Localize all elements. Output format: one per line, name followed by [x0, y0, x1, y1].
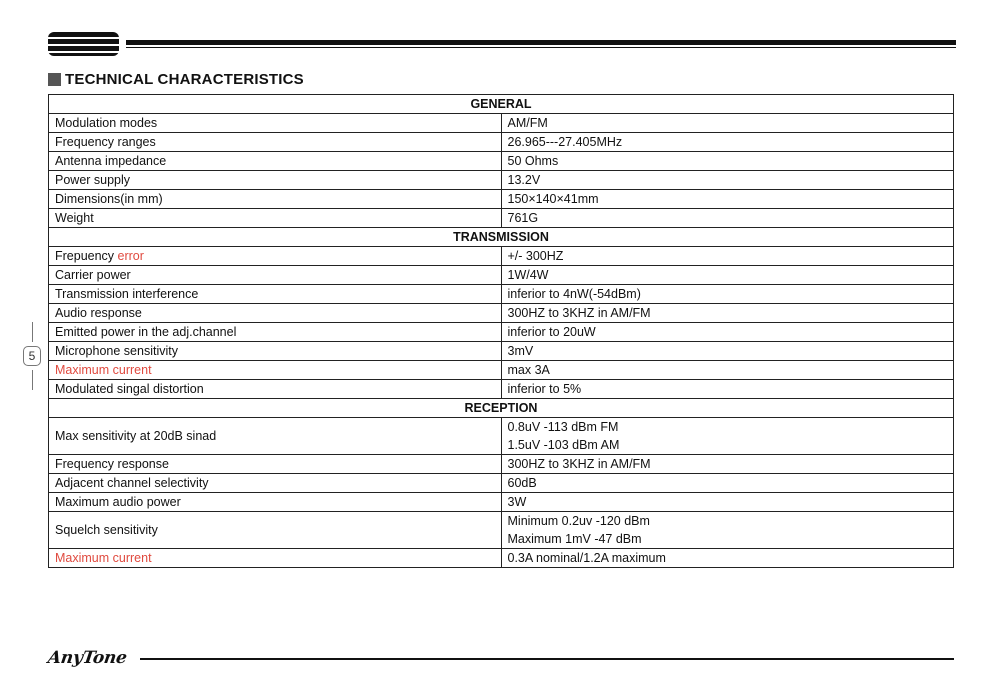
value-cell [501, 114, 954, 133]
value-cell [501, 285, 954, 304]
value-text: 1W/4W [507, 268, 549, 282]
table-row [49, 323, 954, 342]
value-cell [501, 493, 954, 512]
param-cell [49, 342, 502, 361]
value-cell [501, 512, 954, 549]
param-label: error [117, 249, 144, 263]
value-cell [501, 342, 954, 361]
value-text: 761G [507, 211, 539, 225]
value-text: 1.5uV -103 dBm AM [507, 438, 620, 452]
value-text: 60dB [507, 476, 537, 490]
param-cell [49, 323, 502, 342]
value-text: Minimum 0.2uv -120 dBm [507, 514, 650, 528]
value-text: 300HZ to 3KHZ in AM/FM [507, 457, 651, 471]
footer-rule [140, 658, 954, 660]
section-header-row [49, 228, 954, 247]
value-text: 0.8uV -113 dBm FM [507, 420, 619, 434]
value-cell [501, 380, 954, 399]
param-label: Adjacent channel selectivity [55, 476, 209, 490]
section-title: GENERAL [49, 95, 954, 114]
param-label: Maximum audio power [55, 495, 181, 509]
table-row [49, 455, 954, 474]
value-text: AM/FM [507, 116, 548, 130]
param-cell [49, 418, 502, 455]
table-row [49, 304, 954, 323]
table-row [49, 171, 954, 190]
value-cell [501, 247, 954, 266]
param-cell [49, 133, 502, 152]
param-cell [49, 247, 502, 266]
table-row [49, 493, 954, 512]
value-cell [501, 266, 954, 285]
value-text: 0.3A nominal/1.2A maximum [507, 551, 666, 565]
param-label: Microphone sensitivity [55, 344, 178, 358]
header-rule-thin [126, 47, 956, 48]
param-cell [49, 171, 502, 190]
value-cell [501, 418, 954, 455]
value-text: max 3A [507, 363, 550, 377]
param-label: Carrier power [55, 268, 131, 282]
header-stripes-icon [48, 32, 119, 56]
page-tick-top [32, 322, 33, 342]
param-cell [49, 474, 502, 493]
param-cell [49, 152, 502, 171]
param-cell [49, 285, 502, 304]
param-label: Squelch sensitivity [55, 523, 158, 537]
spec-table [48, 94, 954, 568]
param-cell [49, 190, 502, 209]
param-label: Modulated singal distortion [55, 382, 204, 396]
value-text: inferior to 5% [507, 382, 582, 396]
table-row [49, 152, 954, 171]
table-row [49, 418, 954, 455]
param-cell [49, 361, 502, 380]
param-label: Audio response [55, 306, 142, 320]
page-number: 5 [23, 346, 41, 366]
param-label: Frepuency [55, 249, 118, 263]
page-tick-bottom [32, 370, 33, 390]
param-label: Maximum current [55, 363, 152, 377]
value-text: 50 Ohms [507, 154, 559, 168]
table-row [49, 190, 954, 209]
value-text: 150×140×41mm [507, 192, 599, 206]
value-cell [501, 152, 954, 171]
value-cell [501, 323, 954, 342]
param-cell [49, 549, 502, 568]
table-row [49, 380, 954, 399]
section-title: RECEPTION [49, 399, 954, 418]
table-row [49, 114, 954, 133]
param-cell [49, 114, 502, 133]
value-cell [501, 455, 954, 474]
table-row [49, 361, 954, 380]
section-heading [48, 70, 304, 88]
param-cell [49, 455, 502, 474]
param-cell [49, 512, 502, 549]
param-label: Power supply [55, 173, 131, 187]
param-label: Max sensitivity at 20dB sinad [55, 429, 217, 443]
brand-logo: AnyTone [46, 648, 128, 668]
param-label: Modulation modes [55, 116, 158, 130]
table-row [49, 512, 954, 549]
value-text: 3mV [507, 344, 534, 358]
param-label: Dimensions(in mm) [55, 192, 163, 206]
param-cell [49, 266, 502, 285]
param-label: Emitted power in the adj.channel [55, 325, 237, 339]
value-cell [501, 304, 954, 323]
table-row [49, 474, 954, 493]
value-cell [501, 361, 954, 380]
table-row [49, 247, 954, 266]
value-text: 3W [507, 495, 527, 509]
value-cell [501, 171, 954, 190]
param-label: Antenna impedance [55, 154, 167, 168]
param-label: Frequency response [55, 457, 169, 471]
value-text: 13.2V [507, 173, 541, 187]
page-title: TECHNICAL CHARACTERISTICS [65, 70, 304, 88]
table-row [49, 266, 954, 285]
spec-table-body [49, 95, 954, 568]
heading-square-icon [48, 73, 61, 86]
table-row [49, 285, 954, 304]
param-label: Transmission interference [55, 287, 199, 301]
section-header-row [49, 95, 954, 114]
section-header-row [49, 399, 954, 418]
value-text: inferior to 20uW [507, 325, 596, 339]
value-text: +/- 300HZ [507, 249, 564, 263]
value-cell [501, 190, 954, 209]
value-text: inferior to 4nW(-54dBm) [507, 287, 641, 301]
table-row [49, 209, 954, 228]
param-label: Weight [55, 211, 94, 225]
param-cell [49, 493, 502, 512]
param-label: Maximum current [55, 551, 152, 565]
header-rule [126, 40, 956, 45]
param-cell [49, 304, 502, 323]
section-title: TRANSMISSION [49, 228, 954, 247]
table-row [49, 133, 954, 152]
value-text: Maximum 1mV -47 dBm [507, 532, 642, 546]
value-text: 26.965---27.405MHz [507, 135, 623, 149]
value-text: 300HZ to 3KHZ in AM/FM [507, 306, 651, 320]
param-cell [49, 380, 502, 399]
param-cell [49, 209, 502, 228]
table-row [49, 342, 954, 361]
value-cell [501, 209, 954, 228]
value-cell [501, 549, 954, 568]
param-label: Frequency ranges [55, 135, 156, 149]
table-row [49, 549, 954, 568]
value-cell [501, 474, 954, 493]
value-cell [501, 133, 954, 152]
